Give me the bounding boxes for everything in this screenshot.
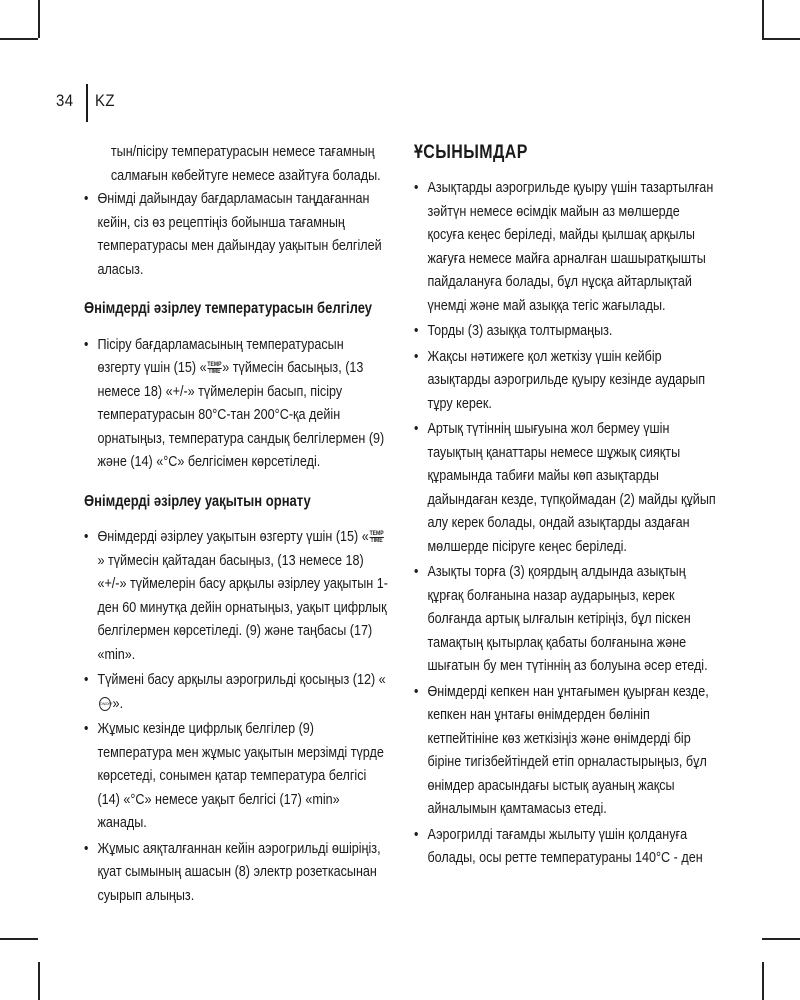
power-icon: ON/OFF xyxy=(99,697,111,711)
list-item: • Азықтарды аэрогрильде қуыру үшін тазартылған зәйтүн немесе өсімдік майын аз мөлшерде қосуға кеңес беріледі, майды қылшақ арқылы жағуға немесе майға арналған шашыратқышты пайдалануға болады, бұл нұсқа айтарлықтай үнемді және май азыққа тегіс жағылады. xyxy=(414,176,718,317)
crop-mark xyxy=(38,0,40,38)
crop-mark xyxy=(762,38,800,40)
crop-mark xyxy=(0,38,38,40)
list-item: • Жақсы нәтижеге қол жеткізу үшін кейбір азықтарды аэрогрильде қуыру кезінде аударып тұру керек. xyxy=(414,345,718,416)
list-item: • Артық түтіннің шығуына жол бермеу үшін тауықтың қанаттары немесе шұжық сияқты құрамында табиғи майы көп азықтарды дайындаған кезде, түпқоймадан (2) майды құйып алу керек болады, ондай азықтарды аздаған мөлшерде пісіруге кеңес беріледі. xyxy=(414,417,718,558)
temp-time-icon: TEMP TIME xyxy=(207,361,222,375)
header-divider xyxy=(86,84,88,122)
list-item: • Өнімдерді әзірлеу уақытын өзгерту үшін (15) « TEMP TIME » түймесін қайтадан басыңыз, (13 немесе 18) «+/-» түймелерін басу арқылы әзірлеу уақытын 1-ден 60 минутқа дейін орнатыңыз, уақыт цифрлық белгілермен көрсетіледі. (9) және таңбасы (17) «min». xyxy=(84,525,390,666)
list-item: • Жұмыс кезінде цифрлық белгілер (9) температура мен жұмыс уақытын мерзімді түрде көрсетеді, сонымен қатар температура белгісі (14) «°C» немесе уақыт белгісі (17) «min» жанады. xyxy=(84,717,390,835)
crop-mark xyxy=(0,938,38,940)
list-item: • Жұмыс аяқталғаннан кейін аэрогрильді өшіріңіз, қуат сымының ашасын (8) электр розеткасынан суырып алыңыз. xyxy=(84,837,390,908)
left-column xyxy=(84,140,390,909)
crop-mark xyxy=(38,962,40,1000)
list-item: • Аэрогрилді тағамды жылыту үшін қолдануға болады, осы ретте температураны 140°C - ден xyxy=(414,823,718,870)
temp-time-icon: TEMP TIME xyxy=(369,530,384,544)
crop-mark xyxy=(762,962,764,1000)
list-item: • Өнімді дайындау бағдарламасын таңдағаннан кейін, сіз өз рецептіңіз бойынша тағамның температурасы мен дайындау уақытын белгілей аласыз. xyxy=(84,187,390,281)
right-column xyxy=(414,140,718,872)
language-code: KZ xyxy=(95,91,116,110)
list-item: • Пісіру бағдарламасының температурасын өзгерту үшін (15) « TEMP TIME » түймесін басыңыз, (13 немесе 18) «+/-» түймелерін басып, пісіру температурасын 80°C-тан 200°C-қа дейін орнатыңыз, температура сандық белгілермен (9) және (14) «°C» белгісімен көрсетіледі. xyxy=(84,333,390,474)
list-item: • Өнімдерді кепкен нан ұнтағымен қуырған кезде, кепкен нан ұнтағы өнімдерден бөлініп кетпейтініне көз жеткізіңіз және өнімдерді бір біріне тигізбейтіндей етіп орналастырыңыз, бұл өнімдер арасындағы ыстық ауаның жақсы айналымын қамтамасыз етеді. xyxy=(414,680,718,821)
page-number: 34 xyxy=(56,91,74,110)
crop-mark xyxy=(762,0,764,38)
continued-text: тын/пісіру температурасын немесе тағамның салмағын көбейтуге немесе азайтуға болады. xyxy=(110,143,381,184)
section-heading-temperature: Өнімдерді әзірлеу температурасын белгілеу xyxy=(84,300,373,317)
crop-mark xyxy=(762,938,800,940)
list-item: • Түймені басу арқылы аэрогрильді қосыңыз (12) «ON/OFF». xyxy=(84,668,390,715)
list-item: • Торды (3) азыққа толтырмаңыз. xyxy=(414,319,718,343)
section-heading-time: Өнімдерді әзірлеу уақытын орнату xyxy=(84,492,311,510)
list-item: • Азықты торға (3) қоярдың алдында азықтың құрғақ болғанына назар аударыңыз, керек болғанда артық ылғалын кетіріңіз, бұл піскен тамақтың қытырлақ қабаты болғанына және шығатын бу мен түтіннің аз болуына әсер етеді. xyxy=(414,560,718,678)
recommendations-heading: ҰСЫНЫМДАР xyxy=(414,142,528,163)
